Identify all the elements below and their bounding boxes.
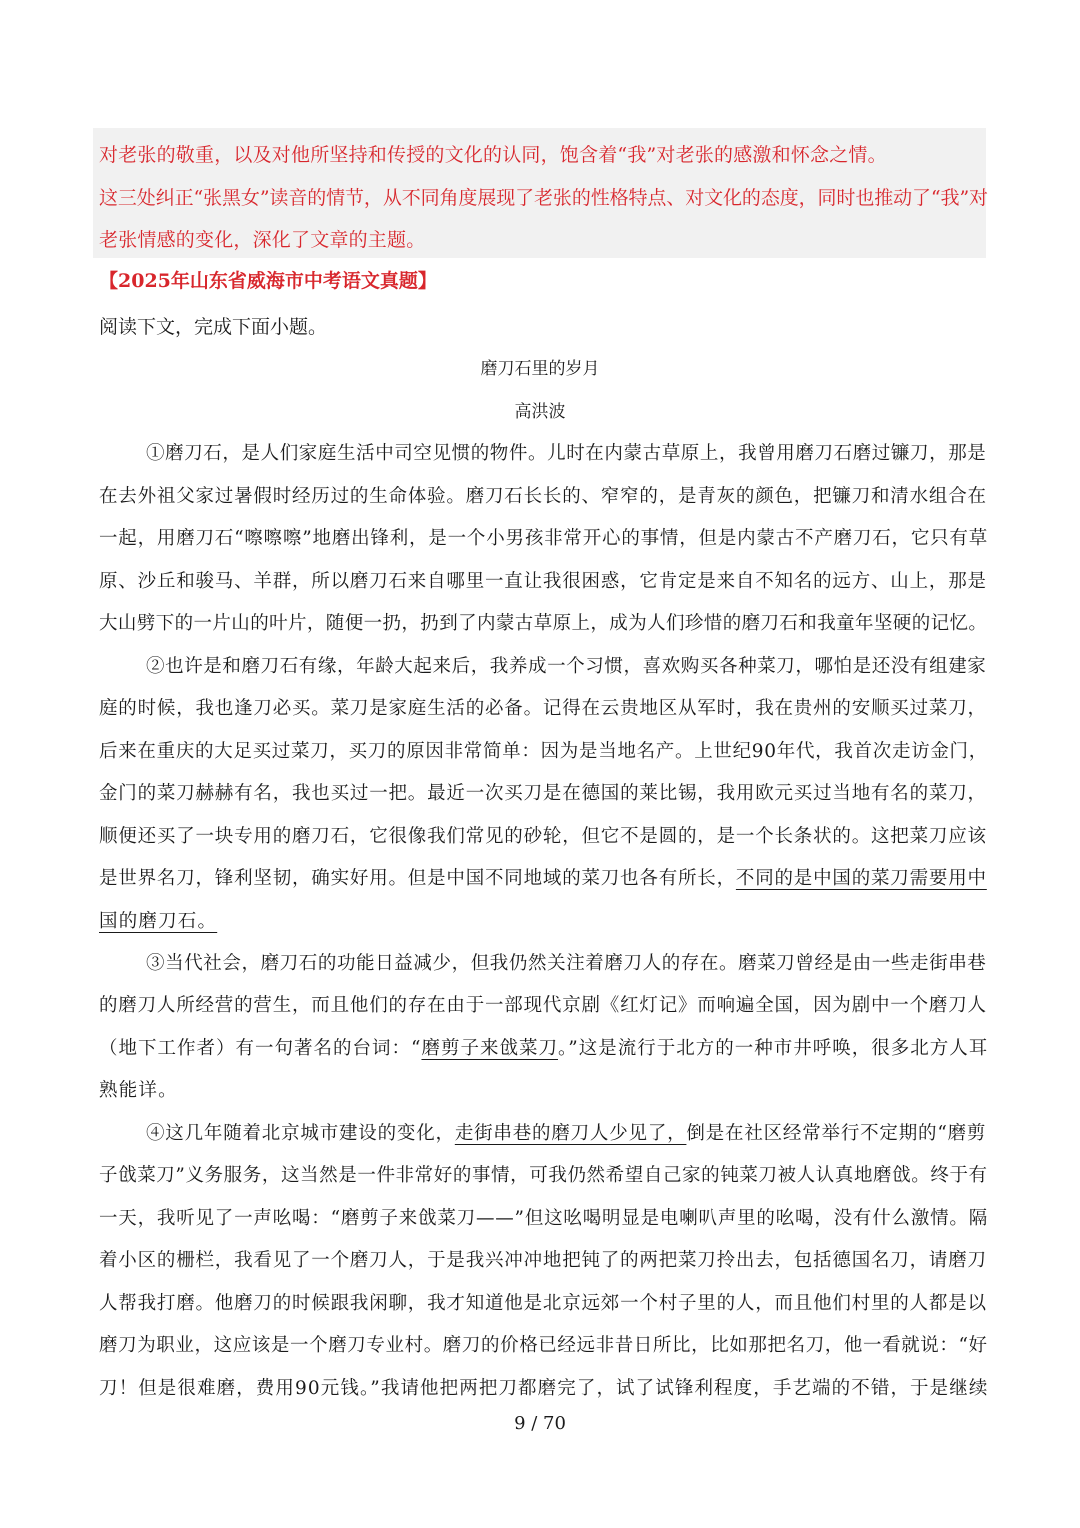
- underlined-sentence: 国的磨刀石。: [99, 911, 218, 932]
- underlined-phrase: 磨剪子来戗菜刀: [421, 1038, 558, 1059]
- article-title: 磨刀石里的岁月: [480, 359, 600, 379]
- paragraph-line: ①磨刀石，是人们家庭生活中司空见惯的物件。儿时在内蒙古草原上，我曾用磨刀石磨过镰刀，那是: [146, 443, 987, 464]
- paragraph-line: 金门的菜刀赫赫有名，我也买过一把。最近一次买刀是在德国的莱比锡，我用欧元买过当地有名的菜刀，: [99, 783, 987, 804]
- section-title: 【2025年山东省威海市中考语文真题】: [99, 270, 437, 292]
- paragraph-text: 。”这是流行于北方的一种市井呼唤，很多北方人耳: [557, 1038, 989, 1059]
- paragraph-line: 磨刀为职业，这应该是一个磨刀专业村。磨刀的价格已经远非昔日所比，比如那把名刀，他一看就说：“好: [99, 1335, 988, 1356]
- paragraph-line: [99, 864, 987, 890]
- paragraph-line: [99, 1034, 988, 1060]
- paragraph-text: （地下工作者）有一句著名的台词：“: [99, 1038, 422, 1059]
- paragraph-line: ③当代社会，磨刀石的功能日益减少，但我仍然关注着磨刀人的存在。磨菜刀曾经是由一些走街串巷: [146, 953, 987, 974]
- paragraph-line: 人帮我打磨。他磨刀的时候跟我闲聊，我才知道他是北京远郊一个村子里的人，而且他们村里的人都是以: [99, 1293, 987, 1314]
- answer-line: 这三处纠正“张黑女”读音的情节，从不同角度展现了老张的性格特点、对文化的态度，同时也推动了“我”对: [99, 187, 988, 209]
- paragraph-line: 在去外祖父家过暑假时经历过的生命体验。磨刀石长长的、窄窄的，是青灰的颜色，把镰刀和清水组合在: [99, 486, 987, 507]
- paragraph-line: 顺便还买了一块专用的磨刀石，它很像我们常见的砂轮，但它不是圆的，是一个长条状的。这把菜刀应该: [99, 826, 987, 847]
- paragraph-line: 大山劈下的一片山的叶片，随便一扔，扔到了内蒙古草原上，成为人们珍惜的磨刀石和我童年坚硬的记忆。: [99, 613, 988, 634]
- paragraph-text: 是世界名刀，锋利坚韧，确实好用。但是中国不同地域的菜刀也各有所长，: [99, 868, 736, 889]
- paragraph-line: 庭的时候，我也逢刀必买。菜刀是家庭生活的必备。记得在云贵地区从军时，我在贵州的安顺买过菜刀，: [99, 698, 987, 719]
- instruction-text: 阅读下文，完成下面小题。: [99, 316, 328, 338]
- paragraph-line: 原、沙丘和骏马、羊群，所以磨刀石来自哪里一直让我很困惑，它肯定是来自不知名的远方、山上，那是: [99, 571, 987, 592]
- page-number: 9 / 70: [514, 1413, 566, 1434]
- paragraph-text: 倒是在社区经常举行不定期的“磨剪: [686, 1123, 987, 1144]
- underlined-phrase: 走街串巷的磨刀人少见了，: [454, 1123, 687, 1144]
- paragraph-line: [146, 1119, 986, 1145]
- answer-line: 对老张的敬重，以及对他所坚持和传授的文化的认同，饱含着“我”对老张的感激和怀念之情。: [99, 144, 887, 166]
- paragraph-line: 后来在重庆的大足买过菜刀，买刀的原因非常简单：因为是当地名产。上世纪90年代，我首次走访金门，: [99, 741, 988, 762]
- paragraph-line: 刀！但是很难磨，费用90元钱。”我请他把两把刀都磨完了，试了试锋利程度，手艺端的不错，于是继续: [99, 1378, 989, 1399]
- paragraph-line: [99, 907, 217, 933]
- paragraph-line: 子戗菜刀”义务服务，这当然是一件非常好的事情，可我仍然希望自己家的钝菜刀被人认真地磨戗。终于有: [99, 1165, 988, 1186]
- paragraph-line: ②也许是和磨刀石有缘，年龄大起来后，我养成一个习惯，喜欢购买各种菜刀，哪怕是还没有组建家: [146, 656, 987, 677]
- article-author: 高洪波: [514, 402, 566, 422]
- paragraph-line: 一起，用磨刀石“嚓嚓嚓”地磨出锋利，是一个小男孩非常开心的事情，但是内蒙古不产磨刀石，它只有草: [99, 528, 989, 549]
- paragraph-line: 熟能详。: [99, 1080, 178, 1101]
- paragraph-line: 的磨刀人所经营的营生，而且他们的存在由于一部现代京剧《红灯记》而响遍全国，因为剧中一个磨刀人: [99, 995, 987, 1016]
- paragraph-text: ④这几年随着北京城市建设的变化，: [146, 1123, 455, 1144]
- paragraph-line: 一天，我听见了一声吆喝：“磨剪子来戗菜刀——”但这吆喝明显是电喇叭声里的吆喝，没有什么激情。隔: [99, 1208, 989, 1229]
- underlined-sentence: 不同的是中国的菜刀需要用中: [735, 868, 987, 889]
- answer-line: 老张情感的变化，深化了文章的主题。: [99, 229, 426, 251]
- paragraph-line: 着小区的栅栏，我看见了一个磨刀人，于是我兴冲冲地把钝了的两把菜刀拎出去，包括德国名刀，请磨刀: [99, 1250, 987, 1271]
